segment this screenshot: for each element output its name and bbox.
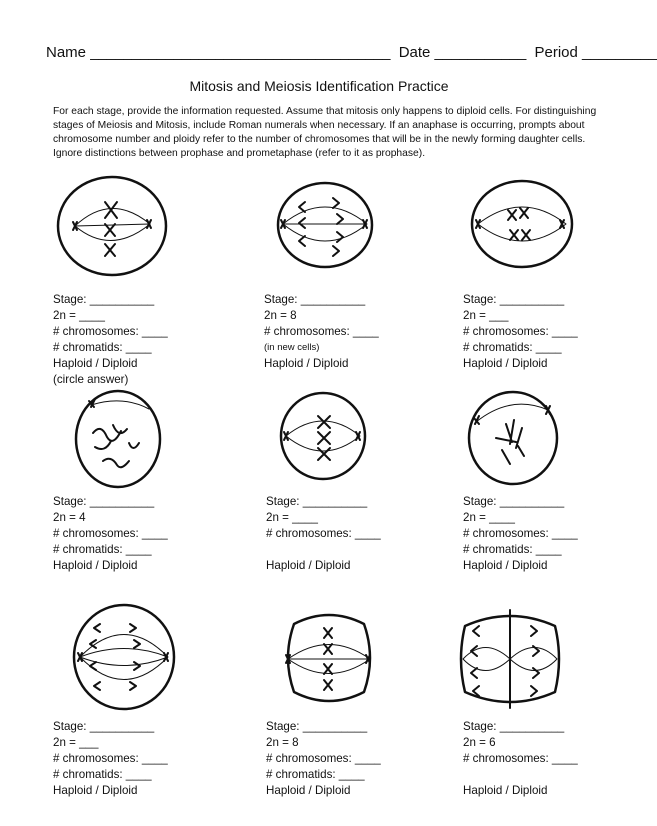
haploid-diploid-choice[interactable]: Haploid / Diploid bbox=[463, 357, 548, 370]
ploidy-number[interactable]: 2n = ___ bbox=[53, 736, 99, 749]
date-label: Date bbox=[398, 44, 431, 61]
cell-drawing-4 bbox=[73, 385, 163, 490]
ploidy-number[interactable]: 2n = ____ bbox=[463, 511, 515, 524]
cell-drawing-3 bbox=[470, 178, 575, 270]
empty-line bbox=[266, 542, 381, 558]
cell-labels-4 bbox=[53, 494, 168, 574]
stage-blank[interactable]: Stage: __________ bbox=[53, 293, 155, 306]
cell-labels-3 bbox=[463, 292, 578, 372]
haploid-diploid-choice[interactable]: Haploid / Diploid bbox=[53, 559, 138, 572]
stage-blank[interactable]: Stage: __________ bbox=[463, 495, 565, 508]
haploid-diploid-choice[interactable]: Haploid / Diploid bbox=[266, 559, 351, 572]
cell-drawing-7 bbox=[72, 602, 177, 712]
cell-drawing-5 bbox=[278, 390, 368, 482]
cell-labels-1 bbox=[53, 292, 168, 388]
instructions: For each stage, provide the information requested. Assume that mitosis only happens to diploid cells. For distinguishing stages of Meiosis and Mitosis, include Roman numerals when necessary. If an anaphase is occurring, prompts about chromosome number and ploidy refer to the number of chromosomes that will be in the newly forming daughter cells. Ignore distinctions between prophase and prometaphase (refer to it as prophase). bbox=[53, 106, 597, 159]
stage-blank[interactable]: Stage: __________ bbox=[266, 495, 368, 508]
chromatid-count[interactable]: # chromatids: ____ bbox=[53, 543, 152, 556]
stage-blank[interactable]: Stage: __________ bbox=[463, 293, 565, 306]
haploid-diploid-choice[interactable]: Haploid / Diploid bbox=[463, 784, 548, 797]
stage-blank[interactable]: Stage: __________ bbox=[463, 720, 565, 733]
cell-labels-6 bbox=[463, 494, 578, 574]
chromatid-count[interactable]: # chromatids: ____ bbox=[463, 543, 562, 556]
empty-line bbox=[463, 767, 578, 783]
chromosome-count[interactable]: # chromosomes: ____ bbox=[53, 325, 168, 338]
cell-drawing-1 bbox=[55, 174, 170, 279]
ploidy-number[interactable]: 2n = ____ bbox=[266, 511, 318, 524]
period-blank[interactable]: _________ bbox=[582, 44, 657, 61]
haploid-diploid-choice[interactable]: Haploid / Diploid bbox=[53, 784, 138, 797]
chromosome-count[interactable]: # chromosomes: ____ bbox=[264, 325, 379, 338]
ploidy-number[interactable]: 2n = ___ bbox=[463, 309, 509, 322]
in-new-cells-note: (in new cells) bbox=[264, 342, 320, 353]
ploidy-number[interactable]: 2n = ____ bbox=[53, 309, 105, 322]
cell-labels-2 bbox=[264, 292, 379, 372]
chromatid-count[interactable]: # chromatids: ____ bbox=[53, 768, 152, 781]
stage-blank[interactable]: Stage: __________ bbox=[264, 293, 366, 306]
stage-blank[interactable]: Stage: __________ bbox=[53, 720, 155, 733]
chromosome-count[interactable]: # chromosomes: ____ bbox=[463, 325, 578, 338]
cell-drawing-6 bbox=[466, 388, 561, 488]
chromatid-count[interactable]: # chromatids: ____ bbox=[463, 341, 562, 354]
cell-labels-7 bbox=[53, 719, 168, 799]
cell-labels-8 bbox=[266, 719, 381, 799]
ploidy-number: 2n = 6 bbox=[463, 736, 496, 749]
ploidy-number: 2n = 8 bbox=[266, 736, 299, 749]
chromatid-count[interactable]: # chromatids: ____ bbox=[53, 341, 152, 354]
stage-blank[interactable]: Stage: __________ bbox=[53, 495, 155, 508]
header-line bbox=[46, 44, 657, 66]
haploid-diploid-choice[interactable]: Haploid / Diploid bbox=[463, 559, 548, 572]
name-blank[interactable]: ____________________________________ bbox=[90, 44, 391, 61]
haploid-diploid-choice[interactable]: Haploid / Diploid bbox=[264, 357, 349, 370]
chromosome-count[interactable]: # chromosomes: ____ bbox=[266, 527, 381, 540]
haploid-diploid-choice[interactable]: Haploid / Diploid bbox=[53, 357, 138, 370]
cell-drawing-8 bbox=[280, 604, 378, 712]
chromosome-count[interactable]: # chromosomes: ____ bbox=[53, 527, 168, 540]
circle-answer-note: (circle answer) bbox=[53, 373, 129, 386]
chromosome-count[interactable]: # chromosomes: ____ bbox=[463, 752, 578, 765]
cell-labels-5 bbox=[266, 494, 381, 574]
cell-drawing-9 bbox=[455, 606, 565, 712]
name-label: Name bbox=[46, 44, 87, 61]
chromosome-count[interactable]: # chromosomes: ____ bbox=[266, 752, 381, 765]
date-blank[interactable]: ___________ bbox=[434, 44, 527, 61]
ploidy-number: 2n = 4 bbox=[53, 511, 86, 524]
stage-blank[interactable]: Stage: __________ bbox=[266, 720, 368, 733]
ploidy-number: 2n = 8 bbox=[264, 309, 297, 322]
cell-labels-9 bbox=[463, 719, 578, 799]
chromosome-count[interactable]: # chromosomes: ____ bbox=[463, 527, 578, 540]
period-label: Period bbox=[534, 44, 578, 61]
page-title: Mitosis and Meiosis Identification Practice bbox=[189, 78, 449, 94]
chromosome-count[interactable]: # chromosomes: ____ bbox=[53, 752, 168, 765]
cell-drawing-2 bbox=[275, 180, 375, 270]
haploid-diploid-choice[interactable]: Haploid / Diploid bbox=[266, 784, 351, 797]
chromatid-count[interactable]: # chromatids: ____ bbox=[266, 768, 365, 781]
